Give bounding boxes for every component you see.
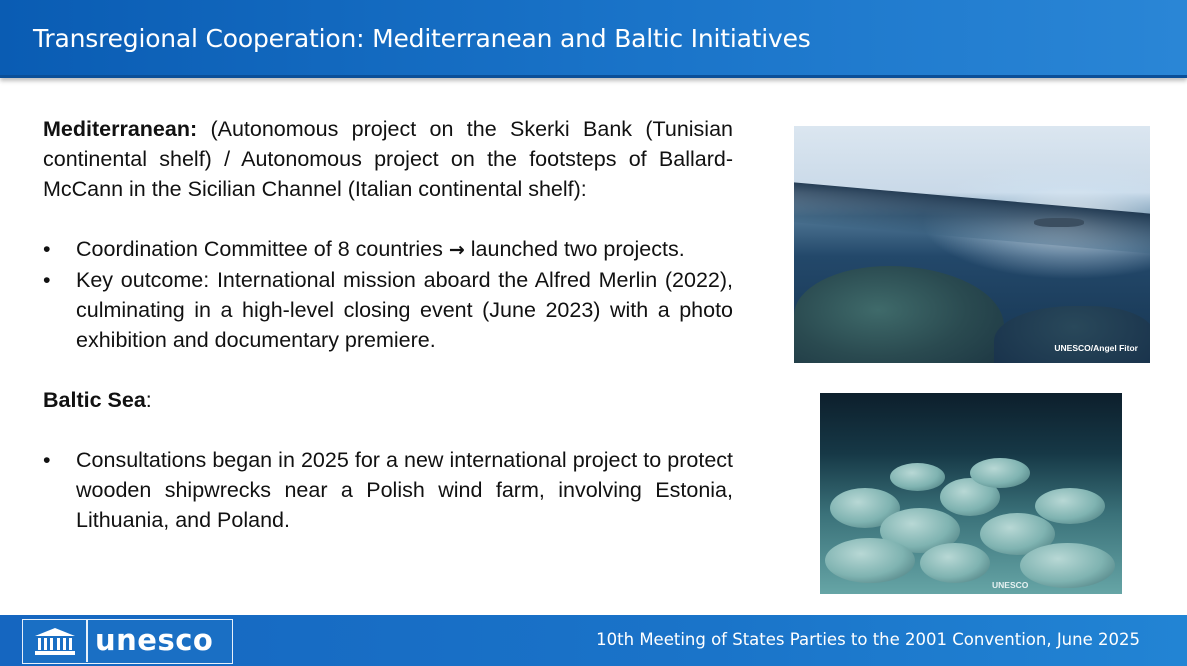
- slide-header: [0, 0, 1187, 78]
- underwater-rock-photo: [794, 126, 1150, 363]
- logo-divider: [86, 620, 88, 662]
- mediterranean-intro: (Autonomous project on the Skerki Bank (Tunisian continental shelf) / Autonomous project on the footsteps of Ballard-McCann in the Sicilian Channel (Italian continental shelf):: [43, 117, 733, 201]
- spacer: [43, 355, 733, 385]
- list-item: • Key outcome: International mission aboard the Alfred Merlin (2022), culminating in a high-level closing event (June 2023) with a photo exhibition and documentary premiere.: [43, 265, 733, 355]
- event-caption: 10th Meeting of States Parties to the 2001 Convention, June 2025: [596, 630, 1140, 649]
- slide-title: Transregional Cooperation: Mediterranean and Baltic Initiatives: [33, 24, 811, 53]
- list-item: • Consultations began in 2025 for a new international project to protect wooden shipwrecks near a Polish wind farm, involving Estonia, Lithuania, and Poland.: [43, 445, 733, 535]
- amphora-shape: [920, 543, 990, 583]
- list-item: [43, 234, 733, 265]
- amphora-shape: [890, 463, 945, 491]
- amphora-shape: [1020, 543, 1115, 588]
- temple-icon: [33, 626, 77, 657]
- boat-shape: [1034, 218, 1084, 227]
- baltic-heading: Baltic Sea: [43, 388, 146, 412]
- rock-shape: [794, 266, 1004, 363]
- mediterranean-heading: Mediterranean:: [43, 117, 198, 141]
- bullet-text: launched two projects.: [464, 237, 685, 261]
- amphora-shape: [970, 458, 1030, 488]
- amphora-shape: [825, 538, 915, 583]
- photo-credit: UNESCO/Angel Fitor: [1054, 343, 1138, 353]
- arrow-right-icon: →: [448, 239, 465, 261]
- water-surface: [794, 182, 1150, 253]
- amphora-shape: [1035, 488, 1105, 524]
- unesco-logo: [22, 619, 233, 664]
- baltic-paragraph: [43, 385, 733, 415]
- spacer: [43, 204, 733, 234]
- unesco-wordmark: unesco: [95, 623, 214, 657]
- baltic-bullets: [43, 445, 733, 535]
- spacer: [43, 415, 733, 445]
- photo-credit: UNESCO: [992, 580, 1029, 590]
- bullet-text: Coordination Committee of 8 countries: [76, 237, 449, 261]
- baltic-colon: :: [145, 388, 152, 412]
- rock-shape: [994, 306, 1150, 363]
- mediterranean-bullets: [43, 234, 733, 355]
- amphorae-seabed-photo: [820, 393, 1122, 594]
- mediterranean-paragraph: [43, 114, 733, 204]
- slide-body: [43, 114, 733, 535]
